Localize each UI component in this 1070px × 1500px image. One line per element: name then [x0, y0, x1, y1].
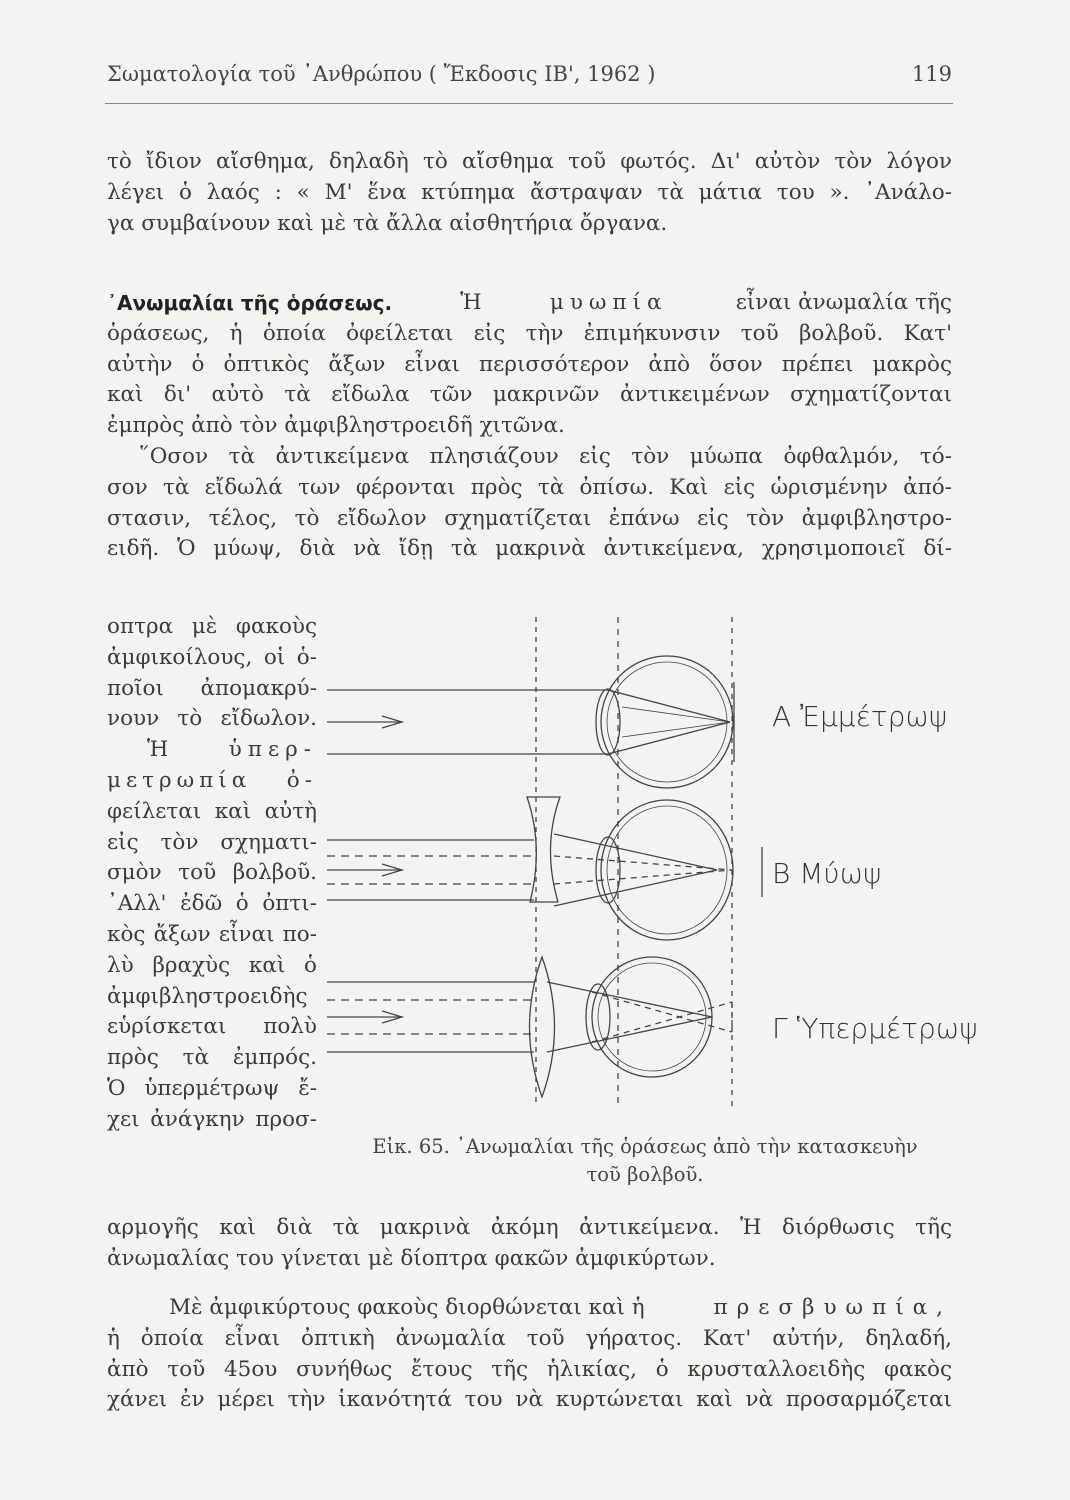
final-line: χάνει ἐν μέρει τὴν ἱκανότητά του νὰ κυρτώνεται καὶ νὰ προσαρμόζεται: [107, 1387, 952, 1413]
para2-line: ειδῆ. Ὁ μύωψ, διὰ νὰ ἴδῃ τὰ μακρινὰ ἀντικείμενα, χρησιμοποιεῖ δί-: [107, 536, 952, 562]
side-line: κὸς ἄξων εἶναι πο-: [107, 921, 317, 947]
eye-hyperope: [327, 957, 732, 1097]
side-line: νουν τὸ εἴδωλον.: [107, 706, 317, 732]
side-line: σμὸν τοῦ βολβοῦ.: [107, 860, 317, 886]
side-line: ποῖοι ἀπομακρύ-: [107, 675, 317, 701]
side-line: λὺ βραχὺς καὶ ὁ: [107, 952, 317, 978]
side-line: πρὸς τὰ ἐμπρός.: [107, 1045, 317, 1071]
label-hyperope: Γ Ὑπερμέτρωψ: [772, 1012, 978, 1045]
section-first-line: [107, 288, 952, 319]
closing-line: ἀνωμαλίας του γίνεται μὲ δίοπτρα φακῶν ἀμφικύρτων.: [107, 1245, 716, 1271]
section-line: ἐμπρὸς ἀπὸ τὸν ἀμφιβληστροειδῆ χιτῶνα.: [107, 413, 565, 439]
section-line: αὐτὴν ὁ ὀπτικὸς ἄξων εἶναι περισσότερον ἀπὸ ὅσον πρέπει μακρὸς: [107, 351, 952, 377]
intro-paragraph: [107, 147, 952, 239]
final-line: ἀπὸ τοῦ 45ου συνήθως ἔτους τῆς ἡλικίας, ὁ κρυσταλλοειδὴς φακὸς: [107, 1356, 952, 1382]
label-myope: Β Μύωψ: [772, 857, 882, 890]
figure-caption: [340, 1133, 950, 1189]
cornea: [596, 837, 620, 903]
closing-paragraph: [107, 1213, 952, 1275]
intro-line: λέγει ὁ λαός : « Μ' ἕνα κτύπημα ἄστραψαν τὰ μάτια του ». ᾿Ανάλο-: [107, 179, 952, 205]
section-line: ὁράσεως, ἡ ὁποία ὀφείλεται εἰς τὴν ἐπιμήκυνσιν τοῦ βολβοῦ. Κατ': [107, 320, 952, 346]
side-line: εὑρίσκεται πολὺ: [107, 1014, 317, 1040]
caption-line: Εἰκ. 65. ᾿Ανωμαλίαι τῆς ὁράσεως ἀπὸ τὴν κατασκευὴν: [372, 1135, 918, 1158]
cornea: [596, 689, 620, 755]
convex-lens: [530, 957, 555, 1097]
intro-line: γα συμβαίνουν καὶ μὲ τὰ ἄλλα αἰσθητήρια ὄργανα.: [107, 210, 668, 236]
intro-line: τὸ ἴδιον αἴσθημα, δηλαδὴ τὸ αἴσθημα τοῦ φωτός. Δι' αὐτὸν τὸν λόγον: [107, 149, 952, 174]
eyeball: [601, 656, 733, 788]
side-line: μετρωπία ὀ-: [107, 767, 317, 793]
eyeball: [601, 800, 733, 940]
para2-line: στασιν, τέλος, τὸ εἴδωλον σχηματίζεται ἐπάνω εἰς τὸν ἀμφιβληστρο-: [107, 505, 952, 531]
para2-line: ῞Οσον τὰ ἀντικείμενα πλησιάζουν εἰς τὸν μύωπα ὀφθαλμόν, τό-: [139, 443, 952, 469]
final-prefix: Μὲ ἀμφικύρτους φακοὺς διορθώνεται καὶ ἡ: [169, 1295, 645, 1320]
side-line: ᾿Αλλ' ἐδῶ ὁ ὀπτι-: [107, 891, 317, 917]
side-line: εἰς τὸν σχηματι-: [107, 829, 317, 855]
page-number: 119: [911, 62, 952, 86]
side-line: χει ἀνάγκην προσ-: [107, 1106, 317, 1132]
side-column: [107, 612, 317, 1136]
closing-line: αρμογῆς καὶ διὰ τὰ μακρινὰ ἀκόμη ἀντικείμενα. Ἡ διόρθωσις τῆς: [107, 1215, 952, 1240]
section-line: καὶ δι' αὐτὸ τὰ εἴδωλα τῶν μακρινῶν ἀντικειμένων σχηματίζονται: [107, 382, 952, 408]
side-line: ἀμφικοίλους, οἱ ὁ-: [107, 644, 317, 670]
running-head: Σωματολογία τοῦ ᾿Ανθρώπου ( Ἔκδοσις ΙΒ', 1962 ): [107, 62, 656, 86]
label-emmetrope: Α Ἐμμέτρωψ: [772, 700, 948, 733]
section-prefix: Ἡ: [460, 290, 482, 315]
term-hyperopia: ὑπερ-: [228, 737, 317, 763]
myopia-section: [107, 288, 952, 565]
side-line: Ὁ ὑπερμέτρωψ ἔ-: [107, 1075, 317, 1101]
header-rule: [105, 103, 953, 104]
section-heading: ᾿Ανωμαλίαι τῆς ὁράσεως.: [107, 291, 393, 315]
presbyopia-paragraph: [107, 1293, 952, 1416]
caption-line: τοῦ βολβοῦ.: [586, 1163, 704, 1186]
side-line-hyperopia: [107, 735, 317, 766]
eye-myope: [327, 797, 762, 940]
final-first-line: [107, 1293, 952, 1324]
term-presbyopia: πρεσβυωπία,: [713, 1295, 952, 1320]
hyperopia-prefix: Ἡ: [147, 737, 169, 763]
side-line: οπτρα μὲ φακοὺς: [107, 614, 317, 639]
final-line: ἡ ὁποία εἶναι ὀπτικὴ ἀνωμαλία τοῦ γήρατος. Κατ' αὐτήν, δηλαδή,: [107, 1325, 952, 1351]
eye-diagram-figure: [322, 612, 978, 1132]
para2-line: σον τὰ εἴδωλά των φέρονται πρὸς τὰ ὀπίσω. Καὶ εἰς ὡρισμένην ἀπό-: [107, 474, 952, 500]
eye-emmetrope: [327, 656, 734, 788]
side-line: ἀμφιβληστροειδὴς: [107, 983, 308, 1009]
side-line: φείλεται καὶ αὐτὴ: [107, 798, 317, 824]
page-header: [107, 62, 952, 102]
section-first-line-rest: εἶναι ἀνωμαλία τῆς: [735, 290, 952, 315]
concave-lens: [527, 797, 560, 902]
term-myopia: μυωπία: [549, 290, 668, 315]
